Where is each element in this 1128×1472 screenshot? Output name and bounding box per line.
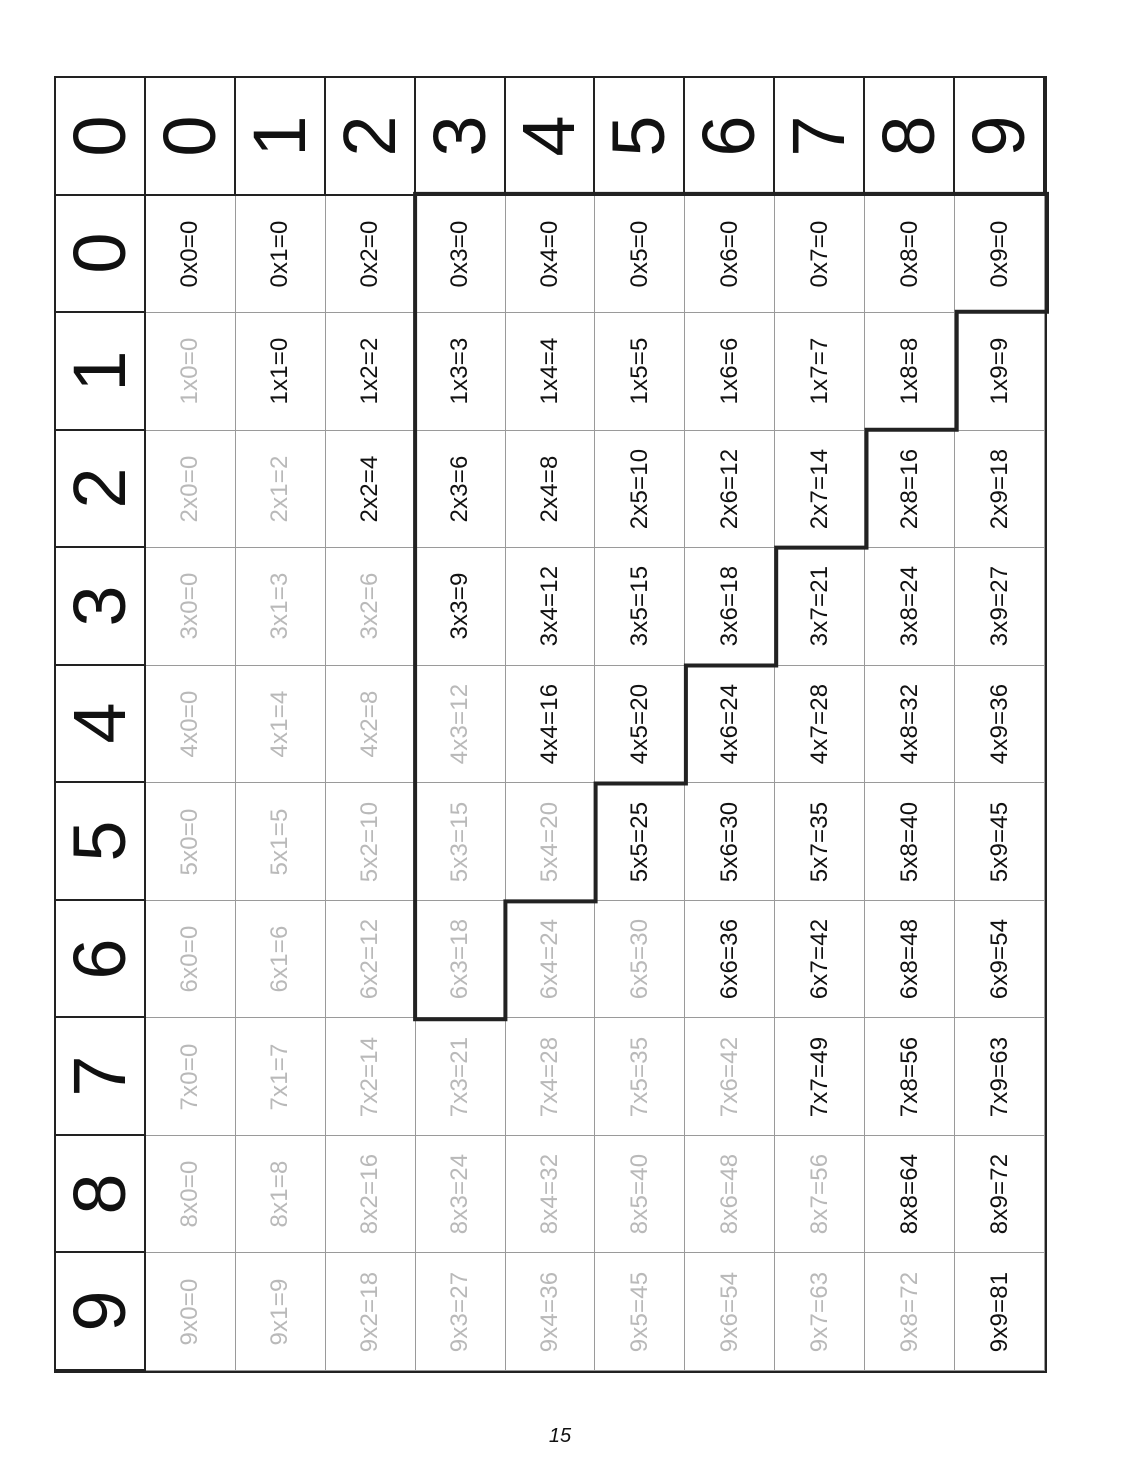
equation-cell <box>775 666 865 784</box>
equation-cell <box>865 666 955 784</box>
row-header-7 <box>56 1018 146 1136</box>
equation-cell <box>865 1018 955 1136</box>
equation-cell-text: 6x1=6 <box>266 925 294 993</box>
row-header-3 <box>56 548 146 666</box>
equation-cell <box>775 901 865 1019</box>
column-header-8-text: 8 <box>867 115 951 157</box>
row-header-5-text: 5 <box>57 820 141 862</box>
equation-cell <box>506 1253 596 1371</box>
equation-cell-text: 4x7=28 <box>805 683 833 765</box>
equation-cell-text: 0x2=0 <box>356 220 384 288</box>
equation-cell-text: 2x0=0 <box>176 455 204 523</box>
column-header-6 <box>685 78 775 196</box>
multiplication-table <box>54 76 1047 1373</box>
equation-cell-text: 4x3=12 <box>446 683 474 765</box>
equation-cell <box>685 901 775 1019</box>
equation-cell-text: 4x8=32 <box>895 683 923 765</box>
equation-cell-text: 6x0=0 <box>176 925 204 993</box>
equation-cell <box>416 548 506 666</box>
equation-cell <box>416 666 506 784</box>
column-header-4 <box>506 78 596 196</box>
equation-cell <box>685 1018 775 1136</box>
equation-cell <box>775 1018 865 1136</box>
equation-cell-text: 6x7=42 <box>805 918 833 1000</box>
column-header-4-text: 4 <box>507 115 591 157</box>
equation-cell-text: 5x4=20 <box>535 801 563 882</box>
row-header-2-text: 2 <box>57 467 141 509</box>
equation-cell <box>416 1018 506 1136</box>
equation-cell <box>775 548 865 666</box>
equation-cell <box>685 1253 775 1371</box>
row-header-8-text: 8 <box>57 1173 141 1215</box>
equation-cell <box>865 1136 955 1254</box>
equation-cell <box>146 548 236 666</box>
equation-cell <box>236 901 326 1019</box>
equation-cell-text: 9x1=9 <box>266 1278 294 1346</box>
column-header-0-text: 0 <box>147 115 231 157</box>
equation-cell-text: 7x0=0 <box>176 1043 204 1111</box>
equation-cell-text: 3x8=24 <box>895 566 923 647</box>
equation-cell-text: 5x0=0 <box>176 808 204 876</box>
column-header-7-text: 7 <box>777 115 861 157</box>
equation-cell <box>595 783 685 901</box>
equation-cell-text: 6x3=18 <box>446 918 474 1000</box>
equation-cell-text: 1x0=0 <box>176 337 204 405</box>
equation-cell-text: 3x0=0 <box>176 572 204 640</box>
equation-cell-text: 0x3=0 <box>446 220 474 288</box>
equation-cell <box>865 431 955 549</box>
equation-cell-text: 6x8=48 <box>895 918 923 1000</box>
equation-cell-text: 0x5=0 <box>625 220 653 288</box>
equation-cell <box>146 196 236 314</box>
equation-cell <box>326 1136 416 1254</box>
equation-cell <box>506 666 596 784</box>
equation-cell <box>595 1253 685 1371</box>
equation-cell-text: 3x4=12 <box>535 566 563 647</box>
equation-cell-text: 4x4=16 <box>535 683 563 765</box>
equation-cell <box>326 1253 416 1371</box>
column-header-9-text: 9 <box>957 115 1041 157</box>
equation-cell <box>595 431 685 549</box>
equation-cell <box>146 666 236 784</box>
row-header-7-text: 7 <box>57 1055 141 1097</box>
equation-cell-text: 1x5=5 <box>625 337 653 405</box>
equation-cell <box>955 901 1045 1019</box>
column-header-6-text: 6 <box>687 115 771 157</box>
equation-cell-text: 0x0=0 <box>176 220 204 288</box>
equation-cell <box>236 431 326 549</box>
equation-cell-text: 0x4=0 <box>535 220 563 288</box>
equation-cell <box>236 1018 326 1136</box>
equation-cell <box>146 1253 236 1371</box>
equation-cell-text: 8x0=0 <box>176 1160 204 1228</box>
equation-cell-text: 2x3=6 <box>446 455 474 523</box>
equation-cell-text: 9x6=54 <box>715 1271 743 1353</box>
equation-cell-text: 8x8=64 <box>895 1153 923 1235</box>
equation-cell-text: 4x5=20 <box>625 683 653 765</box>
row-header-5 <box>56 783 146 901</box>
equation-cell <box>865 196 955 314</box>
equation-cell <box>416 783 506 901</box>
equation-cell-text: 3x9=27 <box>985 566 1013 647</box>
equation-cell <box>416 313 506 431</box>
column-header-2 <box>326 78 416 196</box>
column-header-9 <box>955 78 1045 196</box>
equation-cell <box>236 196 326 314</box>
equation-cell-text: 9x2=18 <box>356 1271 384 1353</box>
equation-cell-text: 8x9=72 <box>985 1153 1013 1235</box>
equation-cell <box>865 548 955 666</box>
equation-cell <box>865 901 955 1019</box>
equation-cell <box>326 196 416 314</box>
equation-cell <box>146 431 236 549</box>
equation-cell-text: 1x8=8 <box>895 337 923 405</box>
equation-cell-text: 8x7=56 <box>805 1153 833 1235</box>
equation-cell-text: 7x6=42 <box>715 1036 743 1117</box>
equation-cell-text: 9x8=72 <box>895 1271 923 1353</box>
column-header-5 <box>595 78 685 196</box>
equation-cell-text: 6x2=12 <box>356 918 384 1000</box>
equation-cell-text: 3x5=15 <box>625 566 653 647</box>
equation-cell <box>506 313 596 431</box>
equation-cell-text: 6x9=54 <box>985 918 1013 1000</box>
equation-cell <box>685 783 775 901</box>
equation-cell <box>775 313 865 431</box>
equation-cell-text: 7x2=14 <box>356 1036 384 1117</box>
equation-cell <box>865 1253 955 1371</box>
equation-cell-text: 4x0=0 <box>176 690 204 758</box>
equation-cell-text: 1x1=0 <box>266 337 294 405</box>
equation-cell-text: 4x2=8 <box>356 690 384 758</box>
equation-cell-text: 5x7=35 <box>805 801 833 882</box>
equation-cell <box>236 783 326 901</box>
row-header-6-text: 6 <box>57 938 141 980</box>
equation-cell <box>955 548 1045 666</box>
equation-cell <box>595 1018 685 1136</box>
equation-cell <box>326 1018 416 1136</box>
equation-cell <box>775 1136 865 1254</box>
equation-cell-text: 2x1=2 <box>266 455 294 523</box>
equation-cell-text: 7x4=28 <box>535 1036 563 1117</box>
row-header-3-text: 3 <box>57 585 141 627</box>
equation-cell <box>685 431 775 549</box>
equation-cell <box>685 666 775 784</box>
equation-cell-text: 7x8=56 <box>895 1036 923 1117</box>
equation-cell <box>326 548 416 666</box>
equation-cell <box>685 196 775 314</box>
equation-cell <box>326 783 416 901</box>
equation-cell <box>775 1253 865 1371</box>
equation-cell <box>506 196 596 314</box>
equation-cell-text: 9x7=63 <box>805 1271 833 1353</box>
equation-cell-text: 3x7=21 <box>805 566 833 647</box>
equation-cell-text: 1x3=3 <box>446 337 474 405</box>
equation-cell-text: 3x6=18 <box>715 566 743 647</box>
equation-cell <box>416 1136 506 1254</box>
equation-cell-text: 9x3=27 <box>446 1271 474 1353</box>
equation-cell <box>955 313 1045 431</box>
equation-cell <box>416 431 506 549</box>
equation-cell-text: 1x2=2 <box>356 337 384 405</box>
equation-cell-text: 5x1=5 <box>266 808 294 876</box>
column-header-3-text: 3 <box>417 115 501 157</box>
row-header-6 <box>56 901 146 1019</box>
equation-cell-text: 8x4=32 <box>535 1153 563 1235</box>
equation-cell <box>236 666 326 784</box>
page-number: 15 <box>548 1425 572 1447</box>
equation-cell-text: 7x3=21 <box>446 1036 474 1117</box>
equation-cell-text: 5x9=45 <box>985 801 1013 882</box>
equation-cell-text: 9x4=36 <box>535 1271 563 1353</box>
equation-cell <box>955 431 1045 549</box>
equation-cell <box>416 901 506 1019</box>
equation-cell <box>955 1018 1045 1136</box>
equation-cell-text: 2x5=10 <box>625 448 653 530</box>
column-header-1-text: 1 <box>237 115 321 157</box>
equation-cell-text: 0x8=0 <box>895 220 923 288</box>
column-header-5-text: 5 <box>597 115 681 157</box>
column-header-0 <box>146 78 236 196</box>
equation-cell <box>685 548 775 666</box>
equation-cell <box>326 313 416 431</box>
column-header-1 <box>236 78 326 196</box>
equation-cell <box>506 901 596 1019</box>
equation-cell <box>595 1136 685 1254</box>
equation-cell-text: 7x9=63 <box>985 1036 1013 1117</box>
equation-cell-text: 2x4=8 <box>535 455 563 523</box>
equation-cell <box>775 196 865 314</box>
equation-cell <box>506 1018 596 1136</box>
equation-cell-text: 7x7=49 <box>805 1036 833 1117</box>
equation-cell <box>595 666 685 784</box>
equation-cell <box>955 783 1045 901</box>
equation-cell-text: 7x1=7 <box>266 1043 294 1111</box>
row-header-1 <box>56 313 146 431</box>
equation-cell <box>955 1136 1045 1254</box>
equation-cell <box>506 1136 596 1254</box>
equation-cell-text: 4x9=36 <box>985 683 1013 765</box>
equation-cell-text: 0x7=0 <box>805 220 833 288</box>
row-header-1-text: 1 <box>57 350 141 392</box>
row-header-9-text: 9 <box>57 1290 141 1332</box>
equation-cell <box>506 548 596 666</box>
equation-cell-text: 9x0=0 <box>176 1278 204 1346</box>
equation-cell-text: 1x4=4 <box>535 337 563 405</box>
equation-cell <box>236 1253 326 1371</box>
equation-cell-text: 5x5=25 <box>625 801 653 882</box>
equation-cell-text: 6x4=24 <box>535 918 563 1000</box>
equation-cell <box>955 666 1045 784</box>
row-header-0-text: 0 <box>57 232 141 274</box>
equation-cell-text: 6x6=36 <box>715 918 743 1000</box>
equation-cell <box>326 901 416 1019</box>
equation-cell-text: 2x2=4 <box>356 455 384 523</box>
row-header-8 <box>56 1136 146 1254</box>
equation-cell <box>685 1136 775 1254</box>
row-header-4 <box>56 666 146 784</box>
equation-cell <box>865 313 955 431</box>
equation-cell-text: 1x9=9 <box>985 337 1013 405</box>
equation-cell-text: 2x7=14 <box>805 448 833 530</box>
equation-cell <box>416 196 506 314</box>
equation-cell-text: 5x8=40 <box>895 801 923 882</box>
equation-cell <box>865 783 955 901</box>
row-header-4-text: 4 <box>57 702 141 745</box>
equation-cell-text: 4x1=4 <box>266 690 294 758</box>
equation-cell-text: 5x6=30 <box>715 801 743 882</box>
equation-cell <box>506 431 596 549</box>
row-header-0 <box>56 196 146 314</box>
equation-cell-text: 2x6=12 <box>715 448 743 530</box>
equation-cell-text: 0x1=0 <box>266 220 294 288</box>
equation-cell-text: 2x8=16 <box>895 448 923 530</box>
equation-cell-text: 8x1=8 <box>266 1160 294 1228</box>
equation-cell-text: 2x9=18 <box>985 448 1013 530</box>
equation-cell-text: 8x6=48 <box>715 1153 743 1235</box>
equation-cell-text: 0x6=0 <box>715 220 743 288</box>
equation-cell <box>416 1253 506 1371</box>
column-header-3 <box>416 78 506 196</box>
column-header-8 <box>865 78 955 196</box>
equation-cell <box>326 666 416 784</box>
equation-cell-text: 6x5=30 <box>625 918 653 1000</box>
equation-cell-text: 5x3=15 <box>446 801 474 882</box>
equation-cell <box>685 313 775 431</box>
row-header-2 <box>56 431 146 549</box>
column-header-2-text: 2 <box>327 115 411 157</box>
equation-cell <box>326 431 416 549</box>
equation-cell <box>595 548 685 666</box>
equation-cell <box>506 783 596 901</box>
equation-cell-text: 0x9=0 <box>985 220 1013 288</box>
equation-cell <box>595 901 685 1019</box>
equation-cell <box>595 313 685 431</box>
equation-cell-text: 3x2=6 <box>356 572 384 640</box>
equation-cell <box>146 313 236 431</box>
equation-cell-text: 8x5=40 <box>625 1153 653 1235</box>
equation-cell <box>595 196 685 314</box>
column-header-7 <box>775 78 865 196</box>
equation-cell-text: 1x7=7 <box>805 337 833 405</box>
equation-cell <box>955 196 1045 314</box>
equation-cell <box>146 1136 236 1254</box>
equation-cell <box>955 1253 1045 1371</box>
equation-cell <box>236 1136 326 1254</box>
equation-cell <box>775 431 865 549</box>
equation-cell-text: 4x6=24 <box>715 683 743 765</box>
equation-cell-text: 9x9=81 <box>985 1271 1013 1353</box>
equation-cell <box>146 1018 236 1136</box>
equation-cell <box>236 313 326 431</box>
equation-cell-text: 5x2=10 <box>356 801 384 882</box>
equation-cell-text: 3x1=3 <box>266 572 294 640</box>
equation-cell <box>146 783 236 901</box>
corner-label-text: 0 <box>57 115 141 157</box>
corner-label <box>56 78 146 196</box>
equation-cell <box>775 783 865 901</box>
equation-cell <box>236 548 326 666</box>
equation-cell-text: 9x5=45 <box>625 1271 653 1353</box>
row-header-9 <box>56 1253 146 1371</box>
equation-cell-text: 7x5=35 <box>625 1036 653 1117</box>
equation-cell <box>146 901 236 1019</box>
equation-cell-text: 8x3=24 <box>446 1153 474 1235</box>
equation-cell-text: 3x3=9 <box>446 572 474 640</box>
equation-cell-text: 1x6=6 <box>715 337 743 405</box>
equation-cell-text: 8x2=16 <box>356 1153 384 1235</box>
